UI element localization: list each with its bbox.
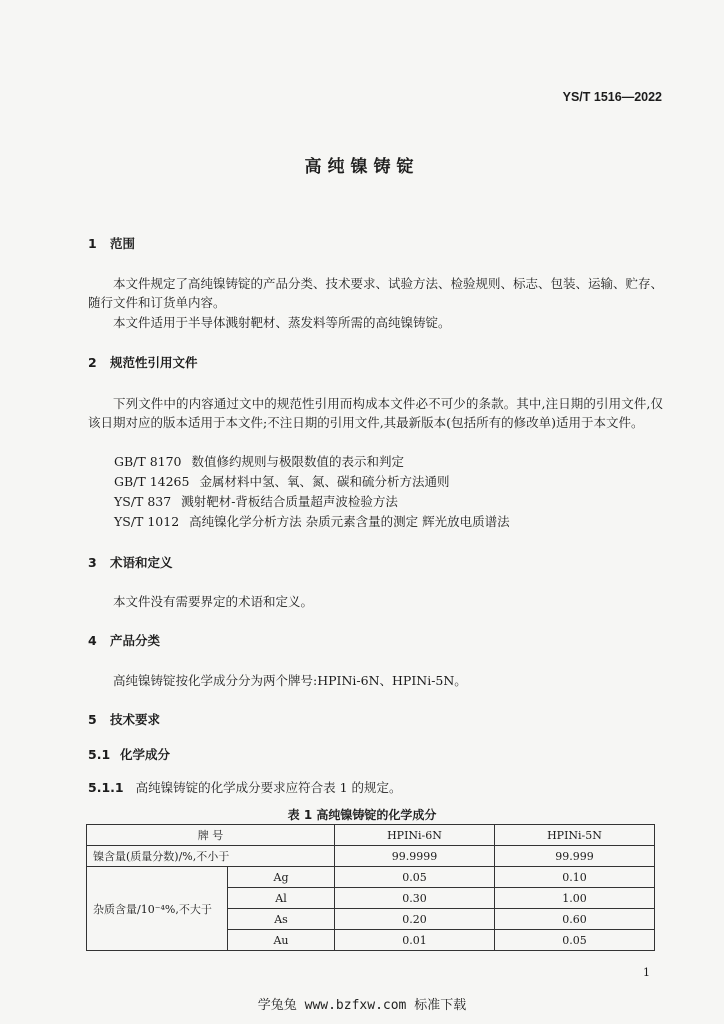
normative-reference: YS/T 1012 高纯镍化学分析方法 杂质元素含量的测定 辉光放电质谱法 <box>114 514 510 529</box>
document-title: 高纯镍铸锭 <box>304 157 420 177</box>
standard-number: YS/T 1516—2022 <box>562 90 662 104</box>
impurity-content-label: 杂质含量/10⁻⁴%,不大于 <box>87 867 228 951</box>
normative-reference: YS/T 837 溅射靶材-背板结合质量超声波检验方法 <box>114 494 398 509</box>
table-row <box>87 867 655 888</box>
table-cell: 99.999 <box>495 846 655 867</box>
element-cell: Ag <box>228 867 335 888</box>
footer-watermark[interactable]: 学兔兔 www.bzfxw.com 标准下载 <box>257 998 467 1013</box>
section-4-heading: 4 产品分类 <box>88 633 161 648</box>
normative-reference: GB/T 14265 金属材料中氢、氧、氮、碳和硫分析方法通则 <box>114 474 450 489</box>
nickel-content-label: 镍含量(质量分数)/%,不小于 <box>87 846 335 867</box>
grade-header: 牌 号 <box>87 825 335 846</box>
element-cell: Al <box>228 888 335 909</box>
chemical-composition-table <box>86 824 655 951</box>
section-1-heading: 1 范围 <box>88 236 136 251</box>
table-cell: 0.20 <box>335 909 495 930</box>
section-4-paragraph: 高纯镍铸锭按化学成分分为两个牌号:HPINi-6N、HPINi-5N。 <box>113 673 467 688</box>
grade-hpini-5n-header: HPINi-5N <box>495 825 655 846</box>
section-5-1-heading: 5.1 化学成分 <box>88 747 171 762</box>
table-cell: 0.60 <box>495 909 655 930</box>
table-cell: 0.05 <box>335 867 495 888</box>
section-3-heading: 3 术语和定义 <box>88 555 173 570</box>
table-header-row <box>87 825 655 846</box>
grade-hpini-6n-header: HPINi-6N <box>335 825 495 846</box>
page-number: 1 <box>643 966 650 979</box>
table-cell: 0.01 <box>335 930 495 951</box>
element-cell: Au <box>228 930 335 951</box>
section-5-heading: 5 技术要求 <box>88 712 161 727</box>
table-cell: 0.30 <box>335 888 495 909</box>
table-caption: 表 1 高纯镍铸锭的化学成分 <box>287 808 437 822</box>
section-3-paragraph: 本文件没有需要界定的术语和定义。 <box>113 594 314 609</box>
normative-reference: GB/T 8170 数值修约规则与极限数值的表示和判定 <box>114 454 405 469</box>
section-1-paragraph-2: 本文件适用于半导体溅射靶材、蒸发料等所需的高纯镍铸锭。 <box>113 315 451 330</box>
element-cell: As <box>228 909 335 930</box>
clause-5-1-1: 5.1.1 高纯镍铸锭的化学成分要求应符合表 1 的规定。 <box>88 780 402 795</box>
table-cell: 99.9999 <box>335 846 495 867</box>
table-cell: 0.05 <box>495 930 655 951</box>
table-cell: 0.10 <box>495 867 655 888</box>
table-cell: 1.00 <box>495 888 655 909</box>
section-2-heading: 2 规范性引用文件 <box>88 355 198 370</box>
section-1-paragraph-1: 本文件规定了高纯镍铸锭的产品分类、技术要求、试验方法、检验规则、标志、包装、运输、贮存、随行文件和订货单内容。 <box>88 276 664 310</box>
table-row <box>87 846 655 867</box>
section-2-paragraph: 下列文件中的内容通过文中的规范性引用而构成本文件必不可少的条款。其中,注日期的引用文件,仅该日期对应的版本适用于本文件;不注日期的引用文件,其最新版本(包括所有的修改单)适用于本文件。 <box>88 396 663 430</box>
